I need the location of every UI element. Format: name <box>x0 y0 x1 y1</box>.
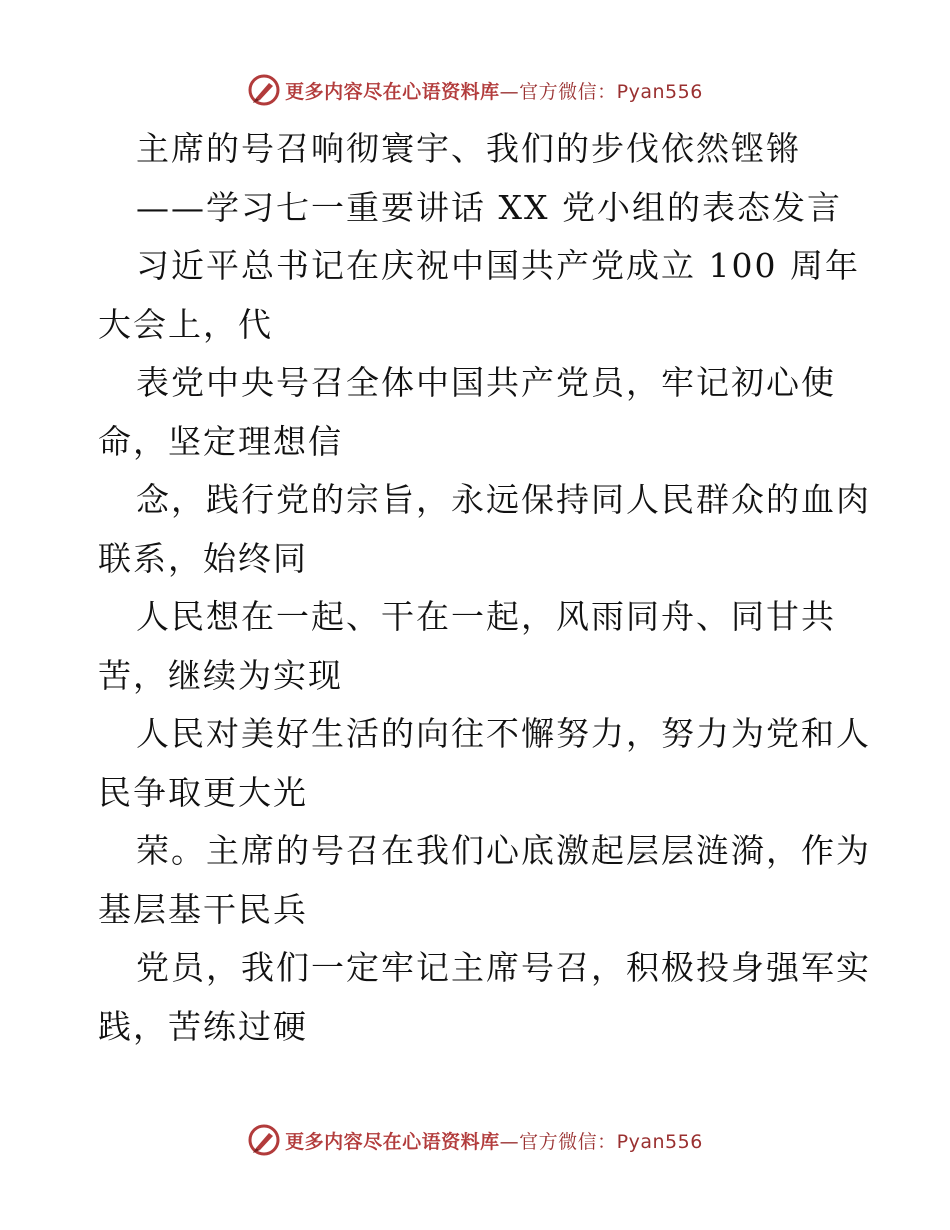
doc-subtitle: ——学习七一重要讲话 XX 党小组的表态发言 <box>136 187 842 227</box>
pen-logo-icon <box>247 1123 281 1157</box>
doc-line: 大会上，代 <box>98 304 273 344</box>
doc-line: 苦，继续为实现 <box>98 655 343 695</box>
banner-wechat-text: —官方微信：Pyan556 <box>499 80 703 103</box>
doc-line: 人民对美好生活的向往不懈努力，努力为党和人 <box>136 714 871 753</box>
header-banner <box>0 70 950 110</box>
doc-line: 念，践行党的宗旨，永远保持同人民群众的血肉 <box>136 480 871 519</box>
banner-wechat-text: —官方微信：Pyan556 <box>499 1130 703 1153</box>
banner-main-text: 更多内容尽在心语资料库 <box>285 1130 500 1153</box>
banner-main-text: 更多内容尽在心语资料库 <box>285 80 500 103</box>
doc-line: 民争取更大光 <box>98 772 308 812</box>
document-body <box>98 120 878 1056</box>
pen-logo-icon <box>247 73 281 107</box>
doc-line: 人民想在一起、干在一起，风雨同舟、同甘共 <box>136 597 836 636</box>
doc-title: 主席的号召响彻寰宇、我们的步伐依然铿锵 <box>136 129 801 168</box>
doc-line: 习近平总书记在庆祝中国共产党成立 100 周年 <box>136 246 860 285</box>
doc-line: 命，坚定理想信 <box>98 421 343 461</box>
doc-line: 党员，我们一定牢记主席号召，积极投身强军实 <box>136 948 871 987</box>
doc-line: 表党中央号召全体中国共产党员，牢记初心使 <box>136 363 836 402</box>
banner-text <box>285 77 703 104</box>
banner-text <box>285 1127 703 1154</box>
doc-line: 基层基干民兵 <box>98 889 308 929</box>
doc-line: 践，苦练过硬 <box>98 1006 308 1046</box>
doc-line: 荣。主席的号召在我们心底激起层层涟漪，作为 <box>136 831 871 870</box>
footer-banner <box>0 1120 950 1160</box>
doc-line: 联系，始终同 <box>98 538 308 578</box>
